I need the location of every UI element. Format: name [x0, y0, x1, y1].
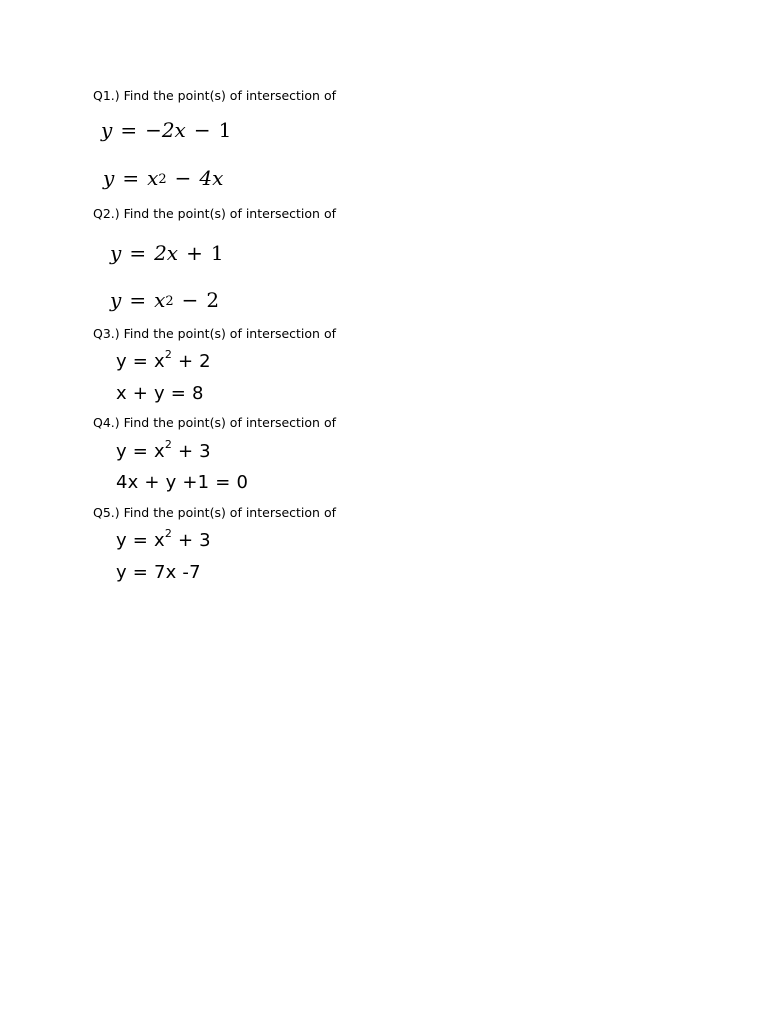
equation-term: 2x [154, 241, 179, 265]
question-1-label: Q1.) Find the point(s) of intersection of [93, 88, 336, 103]
question-2-equation-1 [110, 241, 224, 265]
equation-term: 4x [199, 166, 224, 190]
equation-text: y = x [116, 441, 165, 462]
exponent: 2 [164, 527, 173, 540]
question-4-label: Q4.) Find the point(s) of intersection of [93, 415, 336, 430]
question-1-equation-2: y = x $^2$ − 4x [103, 166, 224, 190]
equation-lhs: y [103, 166, 115, 190]
question-2-label: Q2.) Find the point(s) of intersection of [93, 206, 336, 221]
equation-text: + 3 [172, 530, 211, 551]
question-3-equation-2: x + y = 8 [116, 383, 204, 404]
question-3-label: Q3.) Find the point(s) of intersection of [93, 326, 336, 341]
question-3-equation-1 [116, 348, 211, 373]
equation-term: −2x [145, 118, 186, 142]
operator: − [193, 118, 211, 142]
question-5-label: Q5.) Find the point(s) of intersection of [93, 505, 336, 520]
operator: + [186, 241, 203, 265]
equals-sign: = [129, 288, 147, 312]
equation-lhs: y [110, 288, 122, 312]
equation-term: 1 [218, 118, 232, 142]
equation-text: y = x [116, 530, 165, 551]
question-5-equation-2: y = 7x -7 [116, 562, 201, 583]
equation-text: y = x [116, 351, 165, 372]
question-5-equation-1 [116, 527, 211, 552]
equals-sign: = [120, 118, 138, 142]
exponent: 2 [164, 438, 173, 451]
equation-text: + 3 [172, 441, 211, 462]
operator: − [174, 166, 192, 190]
exponent: 2 [164, 348, 173, 361]
equation-term: 1 [210, 241, 224, 265]
equation-lhs: y [110, 241, 122, 265]
question-4-equation-2: 4x + y +1 = 0 [116, 472, 249, 493]
equals-sign: = [122, 166, 140, 190]
equation-term: 2 [206, 288, 220, 312]
question-4-equation-1 [116, 438, 211, 463]
equation-base: x [154, 288, 166, 312]
equals-sign: = [129, 241, 147, 265]
equation-lhs: y [101, 118, 113, 142]
question-1-equation-1 [101, 118, 231, 142]
operator: − [181, 288, 199, 312]
question-2-equation-2: y = x $^2$ − 2 [110, 288, 220, 312]
equation-base: x [147, 166, 159, 190]
equation-text: + 2 [172, 351, 211, 372]
